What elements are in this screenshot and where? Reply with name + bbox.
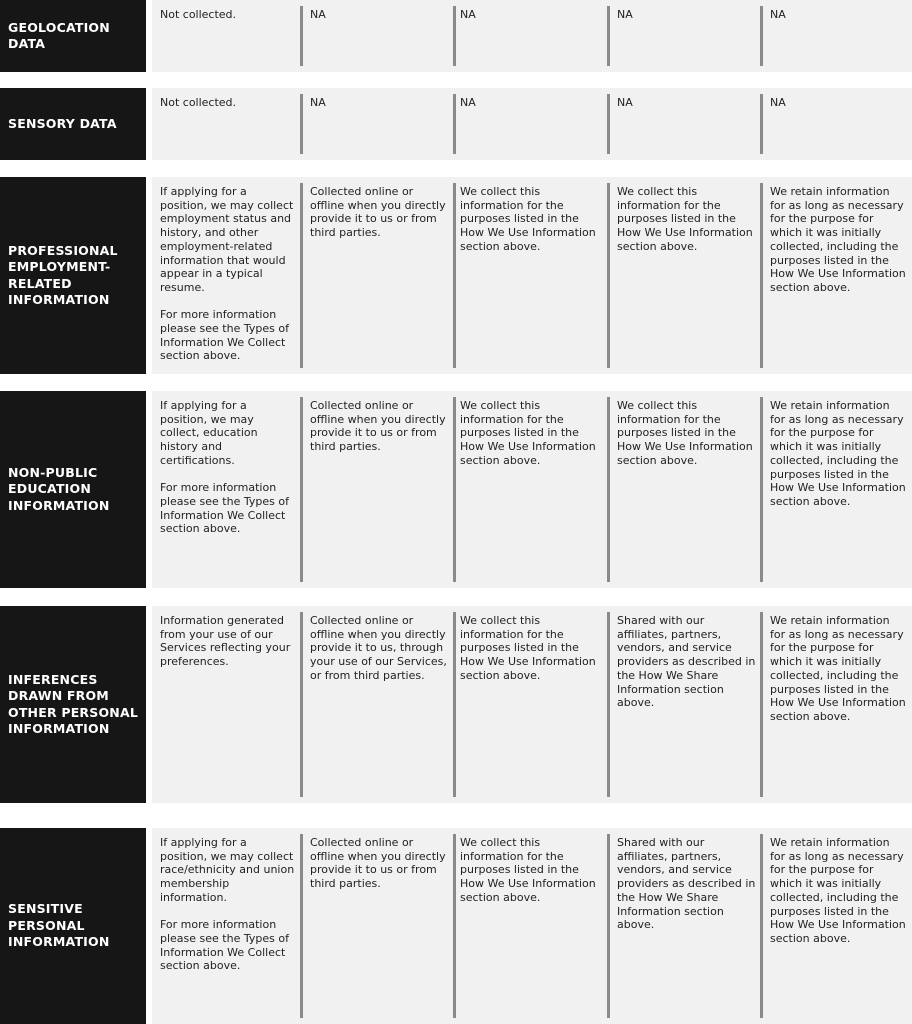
row-cells xyxy=(152,828,912,1024)
table-row-inferences xyxy=(0,606,912,803)
table-cell: We collect this information for the purposes listed in the How We Use Information section above. xyxy=(460,399,596,467)
table-cell: If applying for a position, we may collect, education history and certifications. For more information please see the Types of Information We Collect section above. xyxy=(160,399,289,536)
table-cell: We retain information for as long as necessary for the purpose for which it was initially collected, including the purposes listed in the How We Use Information section above. xyxy=(770,399,906,508)
table-cell: We retain information for as long as necessary for the purpose for which it was initially collected, including the purposes listed in the How We Use Information section above. xyxy=(770,836,906,945)
table-cell: We collect this information for the purposes listed in the How We Use Information section above. xyxy=(460,614,596,682)
table-cell: Collected online or offline when you directly provide it to us or from third parties. xyxy=(310,399,446,454)
table-cell: Collected online or offline when you directly provide it to us, through your use of our Services, or from third parties. xyxy=(310,614,447,682)
table-cell: NA xyxy=(460,8,476,21)
row-category-label: NON-PUBLIC EDUCATION INFORMATION xyxy=(0,391,146,588)
table-row-sensory xyxy=(0,88,912,160)
table-row-professional xyxy=(0,177,912,374)
table-cell: We collect this information for the purposes listed in the How We Use Information section above. xyxy=(617,399,753,467)
table-row-sensitive xyxy=(0,828,912,1024)
row-cells xyxy=(152,391,912,588)
table-cell: If applying for a position, we may collect race/ethnicity and union membership information. For more information please see the Types of Information We Collect section above. xyxy=(160,836,295,973)
row-cells xyxy=(152,606,912,803)
table-cell: We collect this information for the purposes listed in the How We Use Information section above. xyxy=(460,836,596,904)
table-cell: NA xyxy=(460,96,476,109)
table-cell: Information generated from your use of our Services reflecting your preferences. xyxy=(160,614,291,669)
table-row-geolocation xyxy=(0,0,912,72)
row-category-label: PROFESSIONAL EMPLOYMENT-RELATED INFORMATION xyxy=(0,177,146,374)
table-cell: We retain information for as long as necessary for the purpose for which it was initially collected, including the purposes listed in the How We Use Information section above. xyxy=(770,614,906,723)
table-cell: NA xyxy=(617,96,633,109)
row-category-label: SENSORY DATA xyxy=(0,88,146,160)
row-category-label: INFERENCES DRAWN FROM OTHER PERSONAL INFORMATION xyxy=(0,606,146,803)
table-cell: We collect this information for the purposes listed in the How We Use Information section above. xyxy=(460,185,596,253)
table-cell: NA xyxy=(770,8,786,21)
table-cell: Not collected. xyxy=(160,96,237,109)
table-cell: NA xyxy=(617,8,633,21)
table-cell: If applying for a position, we may collect employment status and history, and other employment-related information that would appear in a typical resume. For more information please see the Types of Information We Collect section above. xyxy=(160,185,294,363)
table-cell: Collected online or offline when you directly provide it to us or from third parties. xyxy=(310,836,446,891)
table-cell: We collect this information for the purposes listed in the How We Use Information section above. xyxy=(617,185,753,253)
table-cell: Shared with our affiliates, partners, vendors, and service providers as described in the How We Share Information section above. xyxy=(617,836,756,932)
table-row-education xyxy=(0,391,912,588)
table-cell: We retain information for as long as necessary for the purpose for which it was initially collected, including the purposes listed in the How We Use Information section above. xyxy=(770,185,906,294)
row-cells xyxy=(152,88,912,160)
row-category-label: SENSITIVE PERSONAL INFORMATION xyxy=(0,828,146,1024)
row-category-label: GEOLOCATION DATA xyxy=(0,0,146,72)
table-cell: Not collected. xyxy=(160,8,237,21)
table-cell: Shared with our affiliates, partners, vendors, and service providers as described in the How We Share Information section above. xyxy=(617,614,756,710)
table-cell: Collected online or offline when you directly provide it to us or from third parties. xyxy=(310,185,446,240)
row-cells xyxy=(152,0,912,72)
row-cells xyxy=(152,177,912,374)
table-cell: NA xyxy=(310,8,326,21)
table-cell: NA xyxy=(770,96,786,109)
table-cell: NA xyxy=(310,96,326,109)
